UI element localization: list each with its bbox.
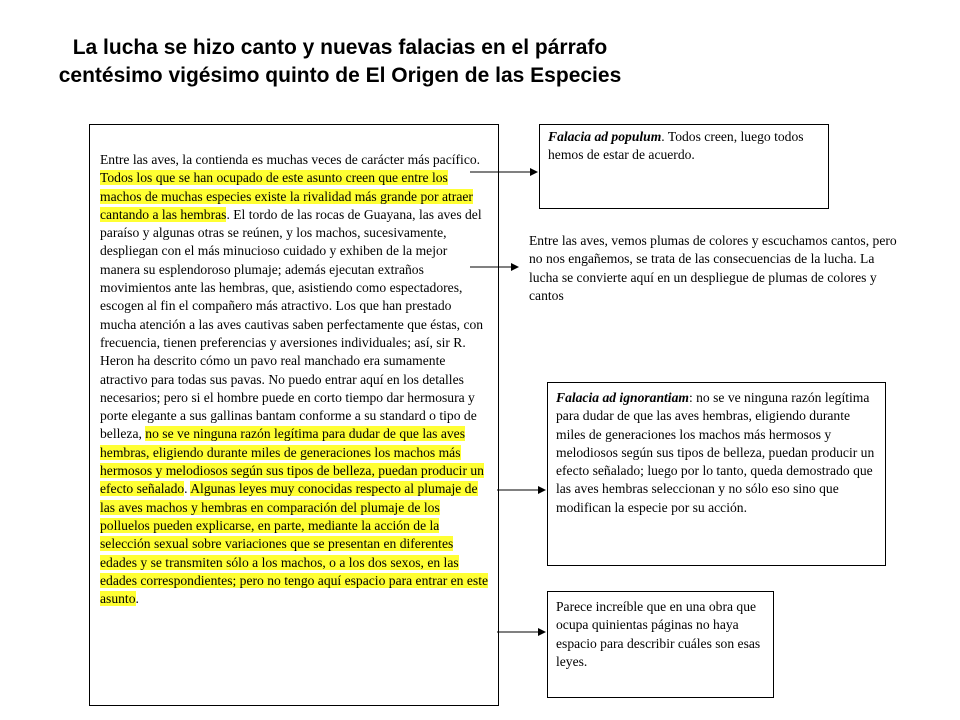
note-text: : no se ve ninguna razón legítima para dudar de que las aves hembras, eligiendo durante miles de generaciones los machos más hermosos y melodiosos según sus tipos de belleza, puedan producir un efecto señalado; luego por lo tanto, queda demostrado que las aves hembras seleccionan y no sólo eso sino que modifican la especie por su acción. [556,390,875,515]
title-line-2: centésimo vigésimo quinto de El Origen de las Especies [58,64,622,87]
fallacy-label: Falacia ad ignorantiam [556,390,689,405]
text-segment: . El tordo de las rocas de Guayana, las aves del paraíso y algunas otras se reúnen, y los machos, sucesivamente, despliegan con el más minucioso cuidado y exhiben de la mejor manera su esplendoroso plumaje; además ejecutan extraños movimientos ante las hembras, que, asistiendo como espectadores, escogen al fin el compañero más atractivo. Los que han prestado mucha atención a las aves cautivas saben perfectamente que éstas, con frecuencia, tienen preferencias y aversiones individuales; así, sir R. Heron ha descrito cómo un pavo real manchado era sumamente atractivo para todas sus pavas. No puedo entrar aquí en los detalles necesarios; pero si el hombre puede en corto tiempo dar hermosura y porte elegante a sus gallinas bantam conforme a su standard o tipo de belleza, [100,206,484,442]
highlighted-claim-3: Algunas leyes muy conocidas respecto al plumaje de las aves machos y hembras en comparación del plumaje de los polluelos pueden explicarse, en parte, mediante la acción de la selección sexual sobre variaciones que se presentan en diferentes edades y se transmiten sólo a los machos, o a los dos sexos, en las edades correspondientes; pero no tengo aquí espacio para entrar en este asunto [100,481,489,607]
highlighted-claim-1: Todos los que se han ocupado de este asunto creen que entre los machos de muchas especies existe la rivalidad más grande por atraer cantando a las hembras [100,170,473,222]
highlighted-claim-2: no se ve ninguna razón legítima para dudar de que las aves hembras, eligiendo durante miles de generaciones los machos más hermosos y melodiosos según sus tipos de belleza, puedan producir un efecto señalado [100,426,484,497]
text-segment: . [184,481,191,497]
note-text: Entre las aves, vemos plumas de colores y escuchamos cantos, pero no nos engañemos, se trata de las consecuencias de la lucha. La lucha se convierte aquí en un despliegue de plumas de colores y cantos [529,233,897,303]
text-segment: . [135,591,139,607]
fallacy-label: Falacia ad populum [548,129,662,144]
text-segment: Entre las aves, la contienda es muchas veces de carácter más pacífico. [100,152,481,167]
title-line-1: La lucha se hizo canto y nuevas falacias en el párrafo [72,36,608,59]
note-text: Parece increíble que en una obra que ocupa quinientas páginas no haya espacio para describir cuáles son esas leyes. [556,599,761,669]
note-text: . Todos creen, luego todos hemos de estar de acuerdo. [548,129,804,163]
